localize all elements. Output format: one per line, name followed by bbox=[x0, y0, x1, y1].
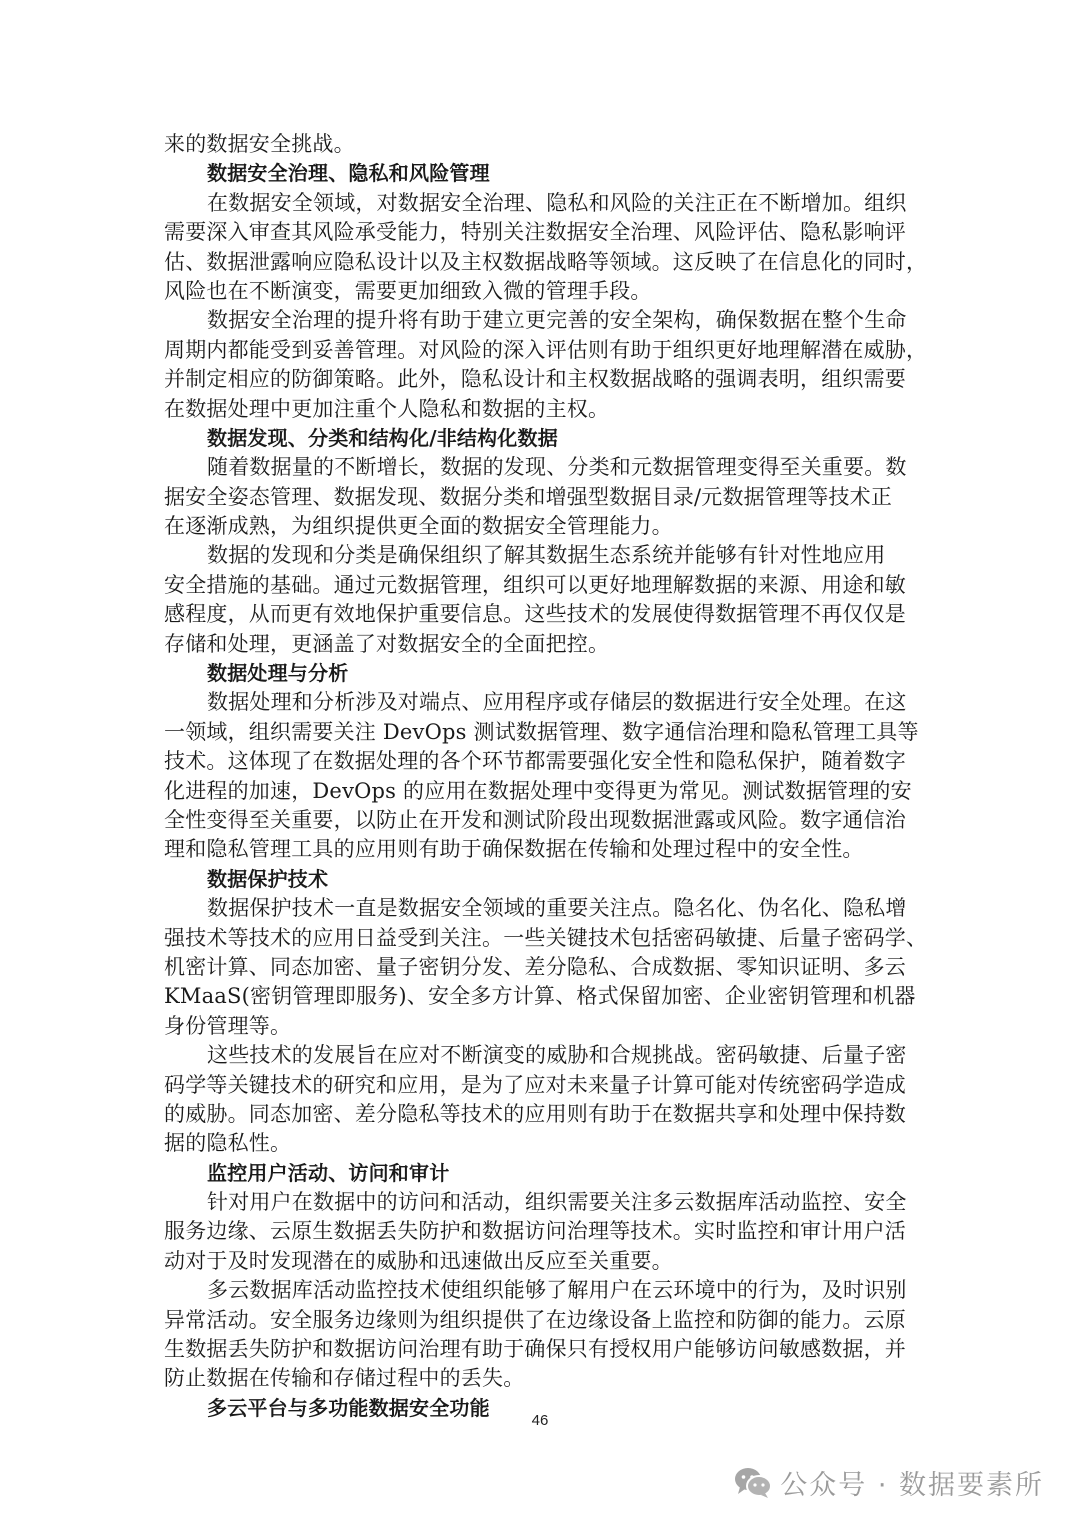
paragraph-line: 在数据安全领域，对数据安全治理、隐私和风险的关注正在不断增加。组织 bbox=[207, 190, 907, 215]
paragraph-line: 安全措施的基础。通过元数据管理，组织可以更好地理解数据的来源、用途和敏 bbox=[164, 572, 906, 597]
paragraph-line: 全性变得至关重要，以防止在开发和测试阶段出现数据泄露或风险。数字通信治 bbox=[164, 807, 906, 832]
page-number: 46 bbox=[531, 1412, 549, 1429]
section-heading-discovery: 数据发现、分类和结构化/非结构化数据 bbox=[207, 425, 558, 450]
paragraph-line: 随着数据量的不断增长，数据的发现、分类和元数据管理变得至关重要。数 bbox=[207, 455, 907, 480]
paragraph-line: 身份管理等。 bbox=[164, 1013, 292, 1038]
paragraph-line: 异常活动。安全服务边缘则为组织提供了在边缘设备上监控和防御的能力。云原 bbox=[164, 1307, 906, 1332]
paragraph-line: 感程度，从而更有效地保护重要信息。这些技术的发展使得数据管理不再仅仅是 bbox=[164, 602, 906, 627]
paragraph-line: 技术。这体现了在数据处理的各个环节都需要强化安全性和隐私保护，随着数字 bbox=[164, 749, 906, 774]
paragraph-line: 一领域，组织需要关注 DevOps 测试数据管理、数字通信治理和隐私管理工具等 bbox=[164, 719, 919, 744]
document-page-body bbox=[164, 130, 928, 1423]
section-heading-governance: 数据安全治理、隐私和风险管理 bbox=[207, 161, 490, 186]
watermark-text: 公众号 · 数据要素所 bbox=[780, 1470, 1044, 1501]
section-heading-monitoring: 监控用户活动、访问和审计 bbox=[207, 1160, 450, 1185]
paragraph-line: 数据的发现和分类是确保组织了解其数据生态系统并能够有针对性地应用 bbox=[207, 543, 886, 568]
paragraph-line: 存储和处理，更涵盖了对数据安全的全面把控。 bbox=[164, 631, 610, 656]
paragraph-line: 据的隐私性。 bbox=[164, 1131, 292, 1156]
paragraph-line: 在数据处理中更加注重个人隐私和数据的主权。 bbox=[164, 396, 610, 421]
paragraph-line: 风险也在不断演变，需要更加细致入微的管理手段。 bbox=[164, 278, 652, 303]
paragraph-line: 防止数据在传输和存储过程中的丢失。 bbox=[164, 1366, 525, 1391]
section-heading-processing: 数据处理与分析 bbox=[207, 661, 349, 686]
wechat-icon bbox=[734, 1467, 772, 1499]
paragraph-line: 估、数据泄露响应隐私设计以及主权数据战略等领域。这反映了在信息化的同时， bbox=[164, 249, 928, 274]
paragraph-line: 化进程的加速，DevOps 的应用在数据处理中变得更为常见。测试数据管理的安 bbox=[164, 778, 912, 803]
paragraph-line: 这些技术的发展旨在应对不断演变的威胁和合规挑战。密码敏捷、后量子密 bbox=[207, 1043, 907, 1068]
paragraph-line: KMaaS(密钥管理即服务)、安全多方计算、格式保留加密、企业密钥管理和机器 bbox=[164, 984, 916, 1009]
paragraph-line: 生数据丢失防护和数据访问治理有助于确保只有授权用户能够访问敏感数据，并 bbox=[164, 1337, 906, 1362]
text-line: 来的数据安全挑战。 bbox=[164, 132, 355, 156]
paragraph-line: 的威胁。同态加密、差分隐私等技术的应用则有助于在数据共享和处理中保持数 bbox=[164, 1101, 906, 1126]
paragraph-line: 理和隐私管理工具的应用则有助于确保数据在传输和处理过程中的安全性。 bbox=[164, 837, 864, 862]
paragraph-line: 服务边缘、云原生数据丢失防护和数据访问治理等技术。实时监控和审计用户活 bbox=[164, 1219, 906, 1244]
paragraph-line: 数据安全治理的提升将有助于建立更完善的安全架构，确保数据在整个生命 bbox=[207, 308, 907, 333]
paragraph-line: 针对用户在数据中的访问和活动，组织需要关注多云数据库活动监控、安全 bbox=[207, 1190, 907, 1215]
paragraph-line: 强技术等技术的应用日益受到关注。一些关键技术包括密码敏捷、后量子密码学、 bbox=[164, 925, 928, 950]
section-heading-multicloud: 多云平台与多功能数据安全功能 bbox=[207, 1395, 490, 1420]
paragraph-line: 动对于及时发现潜在的威胁和迅速做出反应至关重要。 bbox=[164, 1248, 673, 1273]
paragraph-line: 数据保护技术一直是数据安全领域的重要关注点。隐名化、伪名化、隐私增 bbox=[207, 896, 907, 921]
paragraph-line: 在逐渐成熟，为组织提供更全面的数据安全管理能力。 bbox=[164, 514, 673, 539]
paragraph-line: 数据处理和分析涉及对端点、应用程序或存储层的数据进行安全处理。在这 bbox=[207, 690, 907, 715]
section-heading-protection: 数据保护技术 bbox=[207, 866, 329, 891]
paragraph-line: 并制定相应的防御策略。此外，隐私设计和主权数据战略的强调表明，组织需要 bbox=[164, 367, 906, 392]
paragraph-line: 周期内都能受到妥善管理。对风险的深入评估则有助于组织更好地理解潜在威胁， bbox=[164, 337, 928, 362]
paragraph-line: 机密计算、同态加密、量子密钥分发、差分隐私、合成数据、零知识证明、多云 bbox=[164, 954, 906, 979]
paragraph-line: 多云数据库活动监控技术使组织能够了解用户在云环境中的行为，及时识别 bbox=[207, 1278, 907, 1303]
watermark bbox=[734, 1463, 1044, 1502]
paragraph-line: 据安全姿态管理、数据发现、数据分类和增强型数据目录/元数据管理等技术正 bbox=[164, 484, 893, 509]
paragraph-line: 码学等关键技术的研究和应用，是为了应对未来量子计算可能对传统密码学造成 bbox=[164, 1072, 906, 1097]
paragraph-line: 需要深入审查其风险承受能力，特别关注数据安全治理、风险评估、隐私影响评 bbox=[164, 220, 906, 245]
